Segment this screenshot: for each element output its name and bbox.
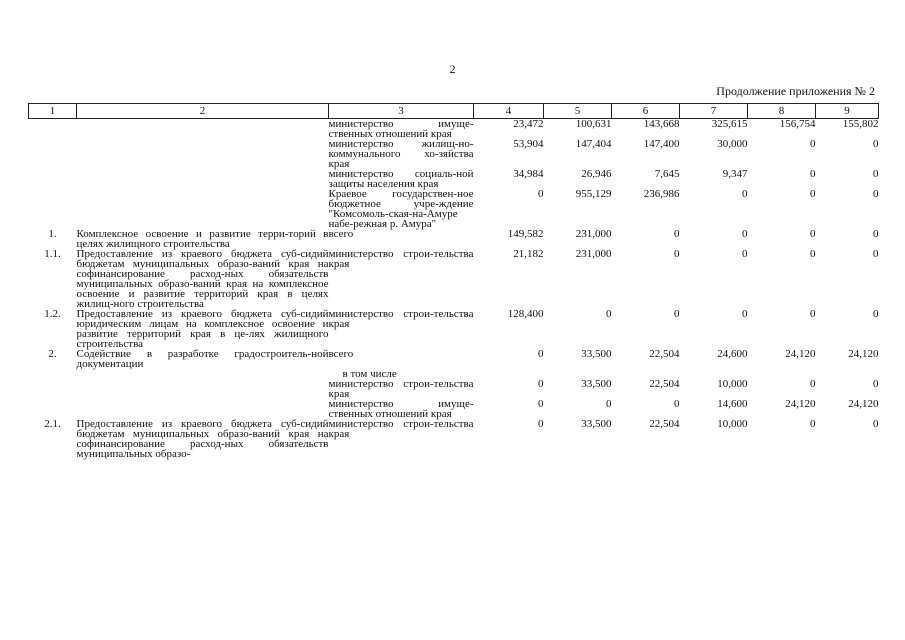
executor: министерство строи-тельства края bbox=[328, 418, 474, 440]
value-col-5: 0 bbox=[606, 398, 612, 410]
value-col-7: 0 bbox=[742, 228, 748, 240]
value-col-8: 0 bbox=[810, 188, 816, 200]
row-number bbox=[29, 119, 77, 140]
activity-name: Предоставление из краевого бюджета суб-сидий бюджетам муниципальных образо-ваний края на софинансирование расход-ных обязательств муниципальных образо- bbox=[76, 418, 329, 460]
value-col-5: 0 bbox=[606, 308, 612, 320]
activity-name bbox=[77, 189, 329, 229]
activity-name bbox=[77, 119, 329, 140]
table-row bbox=[29, 419, 879, 459]
value-col-7: 10,000 bbox=[717, 378, 748, 390]
activity-name bbox=[77, 399, 329, 419]
value-col-7: 0 bbox=[742, 248, 748, 260]
page-number: 2 bbox=[449, 62, 456, 76]
value-col-8: 0 bbox=[810, 228, 816, 240]
col-header-8: 8 bbox=[748, 104, 816, 119]
row-number: 2. bbox=[48, 348, 57, 360]
activity-name bbox=[77, 139, 329, 169]
activity-name: Комплексное освоение и развитие терри-торий в целях жилищного строительства bbox=[76, 228, 329, 250]
col-header-6: 6 bbox=[612, 104, 680, 119]
row-number bbox=[29, 189, 77, 229]
value-col-5: 33,500 bbox=[581, 418, 612, 430]
value-col-6: 22,504 bbox=[649, 418, 680, 430]
executor: министерство строи-тельства края bbox=[328, 308, 474, 330]
table-row bbox=[29, 249, 879, 309]
table-row bbox=[29, 309, 879, 349]
header-row bbox=[29, 104, 879, 119]
value-col-4: 53,904 bbox=[513, 138, 544, 150]
value-col-4: 0 bbox=[538, 378, 544, 390]
value-col-6: 0 bbox=[674, 398, 680, 410]
value-col-9 bbox=[816, 369, 879, 379]
value-col-7: 24,600 bbox=[717, 348, 748, 360]
value-col-7: 325,615 bbox=[711, 118, 748, 130]
value-col-5: 33,500 bbox=[581, 378, 612, 390]
row-number: 1.2. bbox=[44, 308, 61, 320]
value-col-4: 128,400 bbox=[507, 308, 544, 320]
executor: министерство имуще-ственных отношений края bbox=[328, 398, 474, 420]
value-col-9: 0 bbox=[873, 188, 879, 200]
activity-name bbox=[77, 369, 329, 379]
value-col-8: 0 bbox=[810, 138, 816, 150]
value-col-7: 9,347 bbox=[722, 168, 748, 180]
activity-name: Содействие в разработке градостроитель-ной документации bbox=[76, 348, 329, 370]
table-row bbox=[29, 229, 879, 249]
value-col-6: 22,504 bbox=[649, 378, 680, 390]
value-col-4: 0 bbox=[538, 188, 544, 200]
table-row bbox=[29, 119, 879, 140]
value-col-8: 0 bbox=[810, 418, 816, 430]
executor-label: в том числе bbox=[342, 368, 397, 380]
value-col-8: 24,120 bbox=[785, 348, 816, 360]
table-row bbox=[29, 399, 879, 419]
value-col-5: 147,404 bbox=[575, 138, 612, 150]
activity-name: Предоставление из краевого бюджета суб-сидий бюджетам муниципальных образо-ваний края на софинансирование расход-ных обязательств муниципальных образо-ваний края на комплексное освоение и развитие территорий края в целях жилищ-ного строительства bbox=[76, 248, 329, 310]
value-col-7: 0 bbox=[742, 308, 748, 320]
executor: министерство имуще-ственных отношений края bbox=[328, 118, 474, 140]
table-body bbox=[29, 119, 879, 460]
budget-table bbox=[28, 103, 879, 459]
value-col-9: 24,120 bbox=[848, 348, 879, 360]
value-col-6: 143,668 bbox=[643, 118, 680, 130]
value-col-5: 231,000 bbox=[575, 248, 612, 260]
col-header-3: 3 bbox=[329, 104, 474, 119]
table-row bbox=[29, 379, 879, 399]
value-col-4: 34,984 bbox=[513, 168, 544, 180]
col-header-5: 5 bbox=[544, 104, 612, 119]
value-col-9: 0 bbox=[873, 228, 879, 240]
value-col-4: 0 bbox=[538, 418, 544, 430]
value-col-4: 0 bbox=[538, 348, 544, 360]
value-col-9: 0 bbox=[873, 308, 879, 320]
value-col-5: 26,946 bbox=[581, 168, 612, 180]
value-col-7: 0 bbox=[742, 188, 748, 200]
value-col-6: 0 bbox=[674, 228, 680, 240]
executor: министерство социаль-ной защиты населения края bbox=[328, 168, 474, 190]
executor: Краевое государствен-ное бюджетное учре-ждение "Комсомоль-ская-на-Амуре набе-режная р. Амура" bbox=[328, 188, 474, 230]
continuation-title: Продолжение приложения № 2 bbox=[716, 84, 875, 98]
col-header-2: 2 bbox=[77, 104, 329, 119]
value-col-8: 156,754 bbox=[779, 118, 816, 130]
value-col-6: 236,986 bbox=[643, 188, 680, 200]
value-col-5: 33,500 bbox=[581, 348, 612, 360]
row-number: 2.1. bbox=[44, 418, 61, 430]
value-col-6: 147,400 bbox=[643, 138, 680, 150]
executor: министерство жилищ-но-коммунального хо-зяйства края bbox=[328, 138, 474, 170]
value-col-8: 0 bbox=[810, 168, 816, 180]
executor: министерство строи-тельства края bbox=[328, 248, 474, 270]
value-col-5: 100,631 bbox=[575, 118, 612, 130]
value-col-4: 0 bbox=[538, 398, 544, 410]
value-col-6: 0 bbox=[674, 248, 680, 260]
col-header-9: 9 bbox=[816, 104, 879, 119]
row-number: 1. bbox=[48, 228, 57, 240]
table-row bbox=[29, 349, 879, 369]
value-col-9: 0 bbox=[873, 418, 879, 430]
value-col-5: 955,129 bbox=[575, 188, 612, 200]
row-number: 1.1. bbox=[44, 248, 61, 260]
value-col-9: 0 bbox=[873, 378, 879, 390]
value-col-4 bbox=[474, 369, 544, 379]
value-col-4: 149,582 bbox=[507, 228, 544, 240]
table-row bbox=[29, 169, 879, 189]
col-header-4: 4 bbox=[474, 104, 544, 119]
value-col-4: 23,472 bbox=[513, 118, 544, 130]
value-col-7: 14,600 bbox=[717, 398, 748, 410]
value-col-6: 0 bbox=[674, 308, 680, 320]
row-number bbox=[29, 139, 77, 169]
value-col-9: 24,120 bbox=[848, 398, 879, 410]
value-col-7: 10,000 bbox=[717, 418, 748, 430]
activity-name: Предоставление из краевого бюджета суб-сидий юридическим лицам на комплексное освоение и развитие территорий края в це-лях жилищного строительства bbox=[76, 308, 329, 350]
row-number bbox=[29, 169, 77, 189]
activity-name bbox=[77, 169, 329, 189]
row-number bbox=[29, 379, 77, 399]
executor: всего bbox=[328, 348, 354, 360]
value-col-9: 155,802 bbox=[842, 118, 879, 130]
value-col-4: 21,182 bbox=[513, 248, 544, 260]
value-col-9: 0 bbox=[873, 168, 879, 180]
value-col-8 bbox=[748, 369, 816, 379]
value-col-9: 0 bbox=[873, 138, 879, 150]
value-col-8: 0 bbox=[810, 248, 816, 260]
value-col-8: 0 bbox=[810, 378, 816, 390]
row-number bbox=[29, 369, 77, 379]
value-col-9: 0 bbox=[873, 248, 879, 260]
col-header-7: 7 bbox=[680, 104, 748, 119]
col-header-1: 1 bbox=[29, 104, 77, 119]
value-col-5: 231,000 bbox=[575, 228, 612, 240]
row-number bbox=[29, 399, 77, 419]
value-col-8: 0 bbox=[810, 308, 816, 320]
table-row bbox=[29, 139, 879, 169]
executor: всего bbox=[328, 228, 354, 240]
activity-name bbox=[77, 379, 329, 399]
value-col-6: 22,504 bbox=[649, 348, 680, 360]
executor: министерство строи-тельства края bbox=[328, 378, 474, 400]
value-col-8: 24,120 bbox=[785, 398, 816, 410]
table-row bbox=[29, 189, 879, 229]
value-col-7: 30,000 bbox=[717, 138, 748, 150]
value-col-6: 7,645 bbox=[654, 168, 680, 180]
